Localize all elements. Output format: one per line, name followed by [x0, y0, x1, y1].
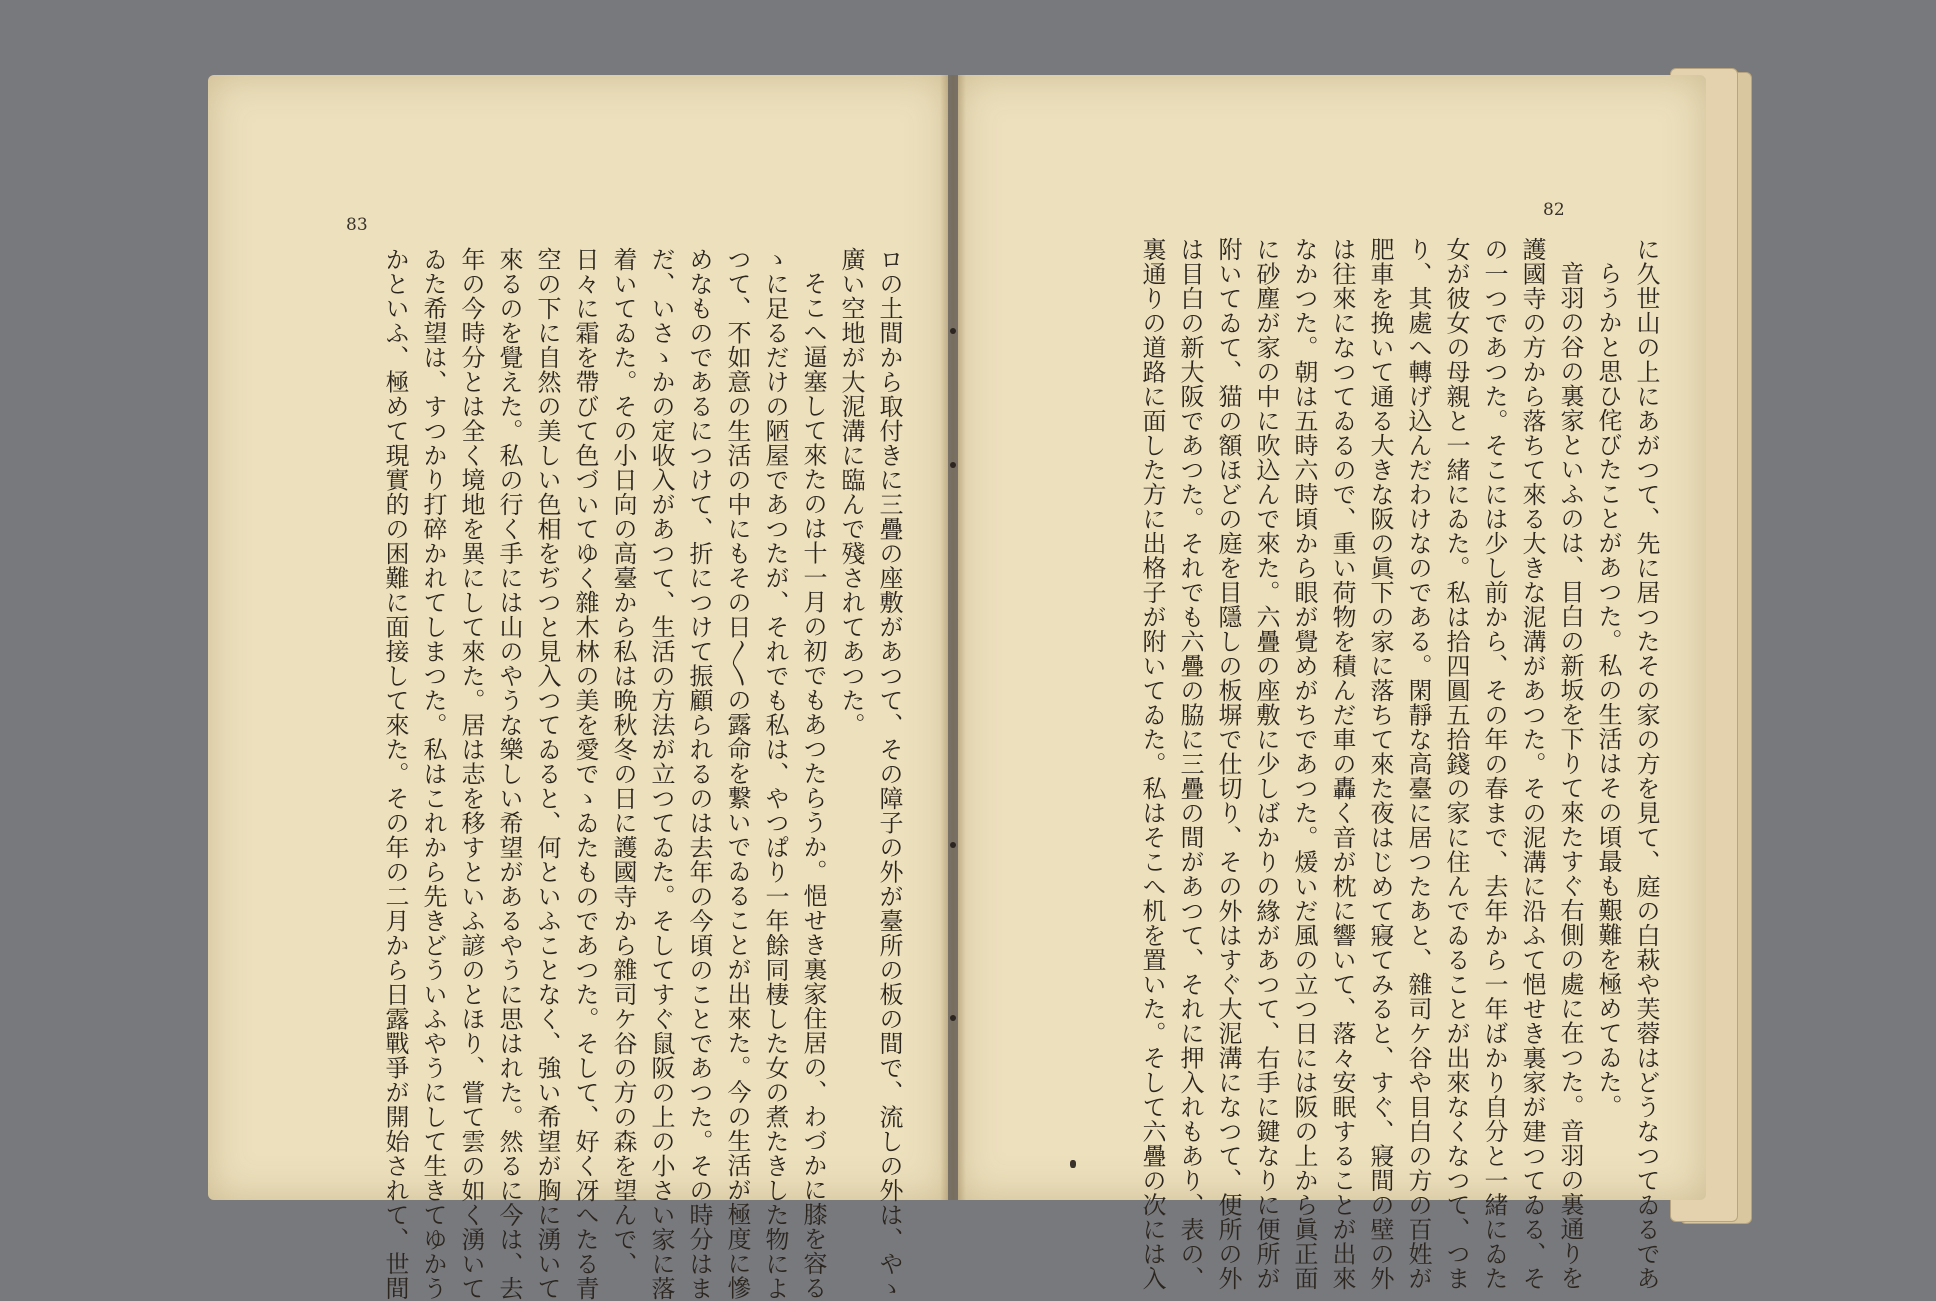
- text-line: めなものであるにつけて、折につけて振顧られるのは去年の今頃のことであつた。その時分はま: [685, 247, 713, 1301]
- text-line: 護國寺の方から落ちて來る大きな泥溝があつた。その泥溝に沿ふて悒せき裏家が建つてゐる、そ: [1518, 237, 1546, 1291]
- text-line: 肥車を挽いて通る大きな阪の眞下の家に落ちて來た夜はじめて寢てみると、すぐ、寢間の壁の外: [1366, 237, 1394, 1291]
- text-line: ロの土間から取付きに三疊の座敷があつて、その障子の外が臺所の板の間で、流しの外は、やゝ: [875, 247, 903, 1301]
- text-line: かといふ、極めて現實的の困難に面接して來た。その年の二月から日露戰爭が開始されて、世間: [381, 247, 409, 1301]
- binding-stitch: [950, 842, 956, 848]
- binding-stitch: [950, 328, 956, 334]
- text-line: 着いてゐた。その小日向の高臺から私は晩秋冬の日に護國寺から雜司ケ谷の方の森を望んで、: [609, 247, 637, 1276]
- text-line: だ、いさゝかの定收入があつて、生活の方法が立つてゐた。そしてすぐ鼠阪の上の小さい家に落: [647, 247, 675, 1301]
- text-line: 空の下に自然の美しい色相をぢつと見入つてゐると、何といふことなく、強い希望が胸に湧いて: [533, 247, 561, 1301]
- text-line: 女が彼女の母親と一緒にゐた。私は拾四圓五拾錢の家に住んでゐることが出來なくなつて、つま: [1442, 237, 1470, 1291]
- text-line: 裏通りの道路に面した方に出格子が附いてゐた。私はそこへ机を置いた。そして六疊の次には入: [1138, 237, 1166, 1291]
- text-line: らうかと思ひ侘びたことがあつた。私の生活はその頃最も艱難を極めてゐた。: [1594, 261, 1622, 1119]
- text-line: 音羽の谷の裏家といふのは、目白の新坂を下りて來たすぐ右側の處に在つた。音羽の裏通りを: [1556, 261, 1584, 1290]
- text-line: 來るのを覺えた。私の行く手には山のやうな樂しい希望があるやうに思はれた。然るに今は、去: [495, 247, 523, 1301]
- text-line: の一つであつた。そこには少し前から、その年の春まで、去年から一年ばかり自分と一緒にゐた: [1480, 237, 1508, 1291]
- text-line: 附いてゐて、猫の額ほどの庭を目隱しの板塀で仕切り、その外はすぐ大泥溝になつて、便所の外: [1214, 237, 1242, 1291]
- page-number-right: 82: [1543, 200, 1565, 220]
- left-page-text: [313, 247, 908, 1301]
- text-line: ゐた希望は、すつかり打碎かれてしまつた。私はこれから先きどういふやうにして生きてゆかう: [419, 247, 447, 1301]
- binding-stitch: [950, 462, 956, 468]
- text-line: 日々に霜を帶びて色づいてゆく雜木林の美を愛でゝゐたものであつた。そして、好く冴へたる青: [571, 247, 599, 1301]
- binding-stitch: [950, 1015, 956, 1021]
- right-page-text: [1070, 237, 1665, 1291]
- text-line: は目白の新大阪であつた。それでも六疊の脇に三疊の間があつて、それに押入れもあり、表の、: [1176, 237, 1204, 1291]
- text-line: つて、不如意の生活の中にもその日〳〵の露命を繋いでゐることが出來た。今の生活が極度に慘: [723, 247, 751, 1300]
- text-line: ゝに足るだけの陋屋であつたが、それでも私は、やつぱり一年餘同棲した女の煮たきした物によ: [761, 247, 789, 1301]
- text-line: 廣い空地が大泥溝に臨んで殘されてあつた。: [837, 247, 865, 737]
- text-line: なかつた。朝は五時六時頃から眼が覺めがちであつた。煖いだ風の立つ日には阪の上から眞正面: [1290, 237, 1318, 1291]
- page-number-left: 83: [346, 215, 368, 235]
- ink-spot: [1070, 1160, 1076, 1168]
- text-line: に久世山の上にあがつて、先に居つたその家の方を見て、庭の白萩や芙蓉はどうなつてゐるであ: [1632, 237, 1660, 1291]
- right-page: [958, 75, 1706, 1291]
- book-gutter: [940, 75, 966, 1200]
- text-line: そこへ逼塞して來たのは十一月の初でもあつたらうか。悒せき裏家住居の、わづかに膝を容る: [799, 271, 827, 1300]
- text-line: に砂塵が家の中に吹込んで來た。六疊の座敷に少しばかりの緣があつて、右手に鍵なりに便所が: [1252, 237, 1280, 1291]
- text-line: り、其處へ轉げ込んだわけなのである。閑靜な高臺に居つたあと、雜司ケ谷や目白の方の百姓が: [1404, 237, 1432, 1291]
- text-line: 年の今時分とは全く境地を異にして來た。居は志を移すといふ諺のとほり、嘗て雲の如く湧いて: [457, 247, 485, 1301]
- left-page: [208, 75, 948, 1301]
- text-line: は往來になつてゐるので、重い荷物を積んだ車の轟く音が枕に響いて、落々安眠することが出來: [1328, 237, 1356, 1291]
